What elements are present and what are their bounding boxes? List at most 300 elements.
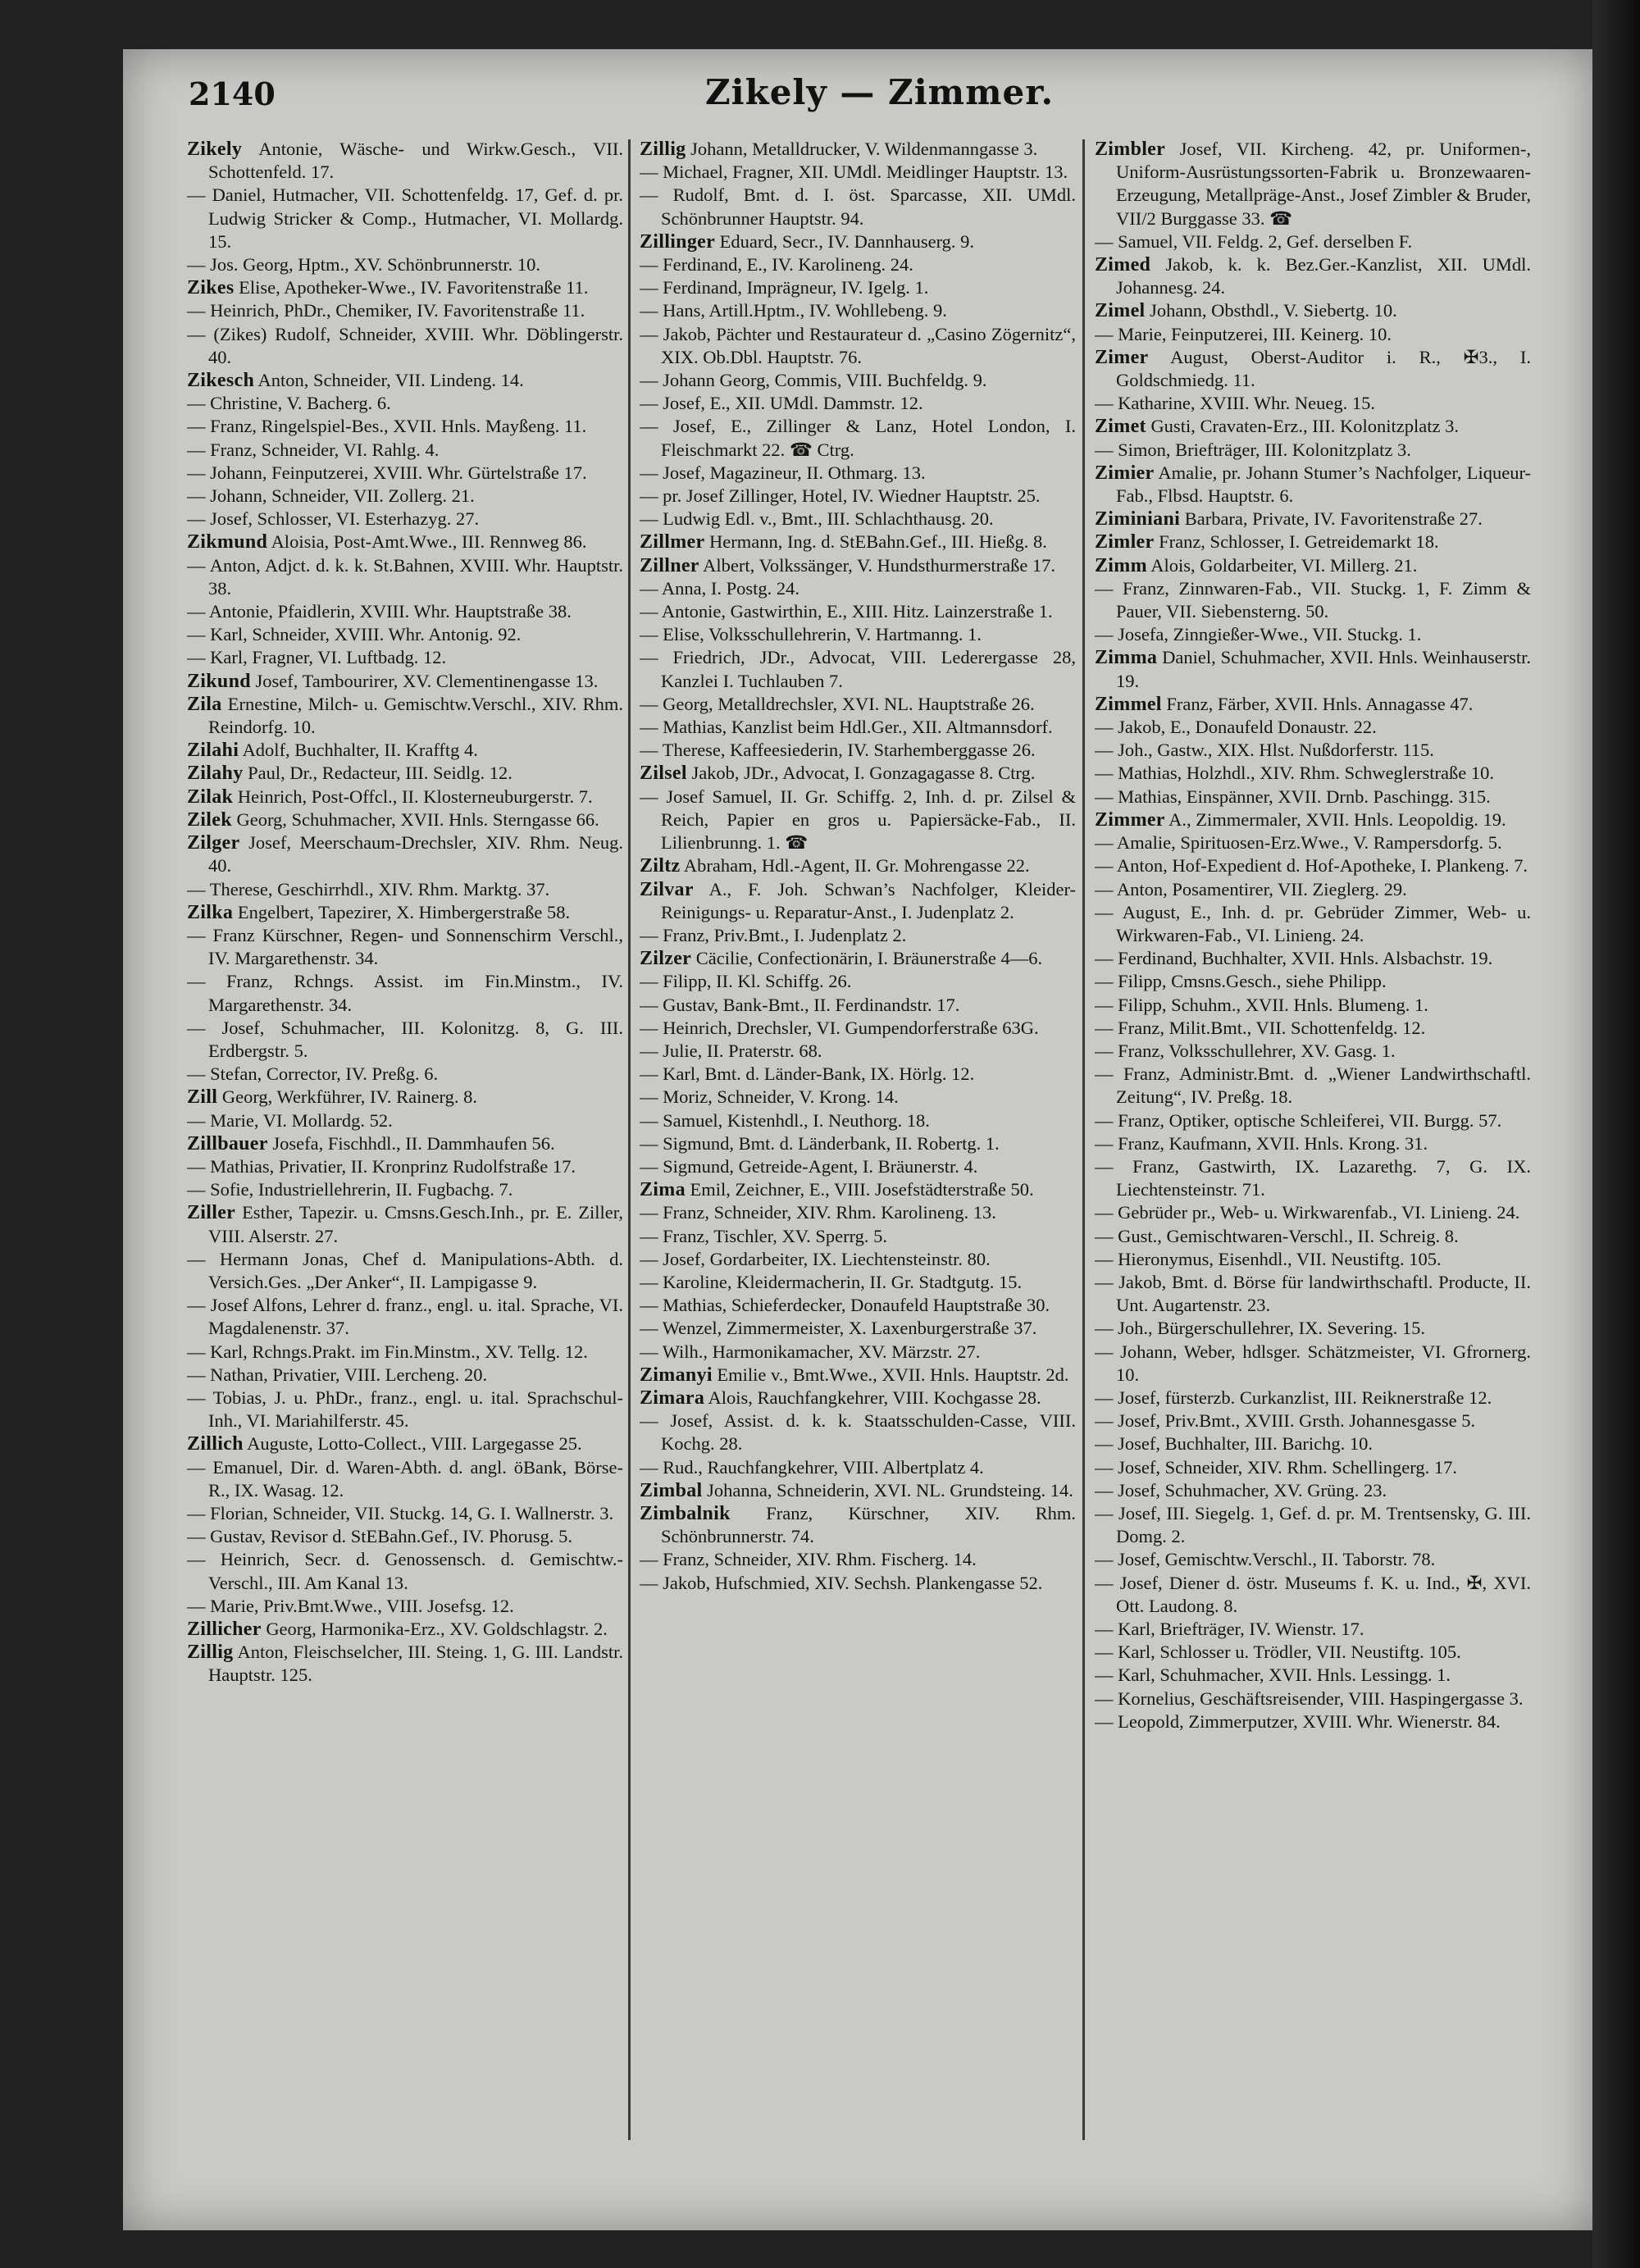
entry-text: — Franz, Optiker, optische Schleiferei, VII. Burgg. 57. [1095,1109,1502,1131]
directory-entry [187,670,623,693]
entry-text: — Sofie, Industriellehrerin, II. Fugbachg. 7. [187,1179,513,1200]
entry-text: Aloisia, Post-Amt.Wwe., III. Rennweg 86. [271,531,587,553]
entry-surname: Zilzer [640,948,692,970]
directory-entry [640,1109,1076,1132]
directory-entry [640,1341,1076,1364]
directory-entry [187,786,623,808]
directory-entry [1095,716,1531,739]
directory-entry [640,1410,1076,1455]
entry-text: — Ferdinand, E., IV. Karolineng. 24. [640,254,913,276]
entry-surname: Zillner [640,554,699,576]
directory-entry [1095,392,1531,415]
directory-entry [640,577,1076,600]
entry-text: — Josef, E., XII. UMdl. Dammstr. 12. [640,393,923,414]
entry-surname: Zila [187,693,222,715]
directory-entry [1095,831,1531,854]
entry-text: — Karoline, Kleidermacherin, II. Gr. Stadtgutg. 15. [640,1271,1023,1292]
directory-entry [640,1178,1076,1201]
entry-text: — Filipp, Cmsns.Gesch., siehe Philipp. [1095,971,1387,992]
entry-text: — Jakob, Pächter und Restaurateur d. „Casino Zögernitz“, XIX. Ob.Dbl. Hauptstr. 76. [640,323,1076,367]
directory-entry [640,531,1076,553]
directory-entry [187,1502,623,1525]
directory-entry [187,924,623,970]
directory-entry [640,970,1076,993]
entry-surname: Zilka [187,901,234,923]
entry-surname: Zimbler [1095,139,1166,160]
entry-text: Daniel, Schuhmacher, XVII. Hnls. Weinhauserstr. 19. [1116,647,1531,691]
entry-text: Josef, Meerschaum-Drechsler, XIV. Rhm. Neug. 40. [208,832,623,877]
entry-text: — Sigmund, Bmt. d. Länderbank, II. Robertg. 1. [640,1132,1000,1154]
directory-entry [640,485,1076,508]
entry-text: Georg, Harmonika-Erz., XV. Goldschlagstr. 2. [266,1619,608,1639]
directory-entry [640,994,1076,1017]
directory-entry [640,1155,1076,1178]
entry-surname: Zimm [1095,554,1147,576]
running-head: Zikely — Zimmer. [705,72,1055,112]
directory-entry [187,1641,623,1687]
entry-text: — Heinrich, PhDr., Chemiker, IV. Favoritenstraße 11. [187,300,585,321]
directory-entry [640,1248,1076,1271]
entry-text: — Heinrich, Secr. d. Genossensch. d. Gemischtw.-Verschl., III. Am Kanal 13. [187,1549,623,1593]
entry-surname: Zimier [1095,462,1155,484]
entry-text: — Karl, Briefträger, IV. Wienstr. 17. [1095,1619,1364,1639]
entry-text: Antonie, Wäsche- und Wirkw.Gesch., VII. Schottenfeld. 17. [208,139,623,183]
entry-text: — Wenzel, Zimmermeister, X. Laxenburgerstraße 37. [640,1318,1037,1339]
directory-entry [187,138,623,184]
directory-entry [1095,323,1531,346]
entry-text: — Gustav, Revisor d. StEBahn.Gef., IV. Phorusg. 5. [187,1526,572,1547]
directory-entry [640,323,1076,369]
entry-text: — Josef, Schuhmacher, III. Kolonitzg. 8, G. III. Erdbergstr. 5. [187,1017,623,1061]
entry-text: — Franz, Zinnwaren-Fab., VII. Stuckg. 1, F. Zimm & Pauer, VII. Siebensterng. 50. [1095,577,1531,622]
entry-surname: Zimanyi [640,1364,713,1386]
directory-column-1 [187,138,623,2163]
entry-surname: Zimler [1095,531,1155,553]
directory-entry [187,462,623,485]
directory-entry [640,693,1076,716]
entry-text: — Karl, Fragner, VI. Luftbadg. 12. [187,647,447,668]
entry-text: — Ferdinand, Buchhalter, XVII. Hnls. Alsbachstr. 19. [1095,948,1493,969]
directory-entry [187,1525,623,1548]
entry-text: — Moriz, Schneider, V. Krong. 14. [640,1086,899,1108]
directory-entry [187,1294,623,1340]
entry-text: — Wilh., Harmonikamacher, XV. Märzstr. 27. [640,1341,981,1362]
entry-text: — Anton, Adjct. d. k. k. St.Bahnen, XVIII. Whr. Hauptstr. 38. [187,554,623,599]
entry-surname: Zikmund [187,531,268,553]
entry-text: — Mathias, Schieferdecker, Donaufeld Hauptstraße 30. [640,1295,1050,1316]
directory-entry [187,554,623,600]
directory-entry [187,1548,623,1594]
entry-text: Franz, Kürschner, XIV. Rhm. Schönbrunnerstr. 74. [661,1502,1076,1547]
entry-text: — Rudolf, Bmt. d. I. öst. Sparcasse, XII. UMdl. Schönbrunner Hauptstr. 94. [640,184,1076,229]
directory-entry [187,1178,623,1201]
entry-text: — Samuel, VII. Feldg. 2, Gef. derselben F. [1095,230,1413,252]
entry-text: — Joh., Bürgerschullehrer, IX. Severing. 15. [1095,1318,1425,1339]
directory-entry [1095,1432,1531,1455]
directory-entry [1095,1201,1531,1224]
directory-entry [1095,693,1531,716]
directory-entry [187,392,623,415]
entry-text: — Amalie, Spirituosen-Erz.Wwe., V. Rampersdorfg. 5. [1095,832,1502,854]
entry-text: — Johann, Schneider, VII. Zollerg. 21. [187,485,475,507]
directory-entry [187,1595,623,1618]
entry-surname: Zilger [187,832,240,854]
entry-text: — Johann Georg, Commis, VIII. Buchfeldg. 9. [640,370,987,391]
directory-entry [640,508,1076,531]
entry-text: Heinrich, Post-Offcl., II. Klosterneuburgerstr. 7. [237,786,593,807]
directory-entry [187,1086,623,1109]
directory-entry [1095,808,1531,831]
entry-surname: Zillich [187,1433,244,1455]
entry-text: Alois, Goldarbeiter, VI. Millerg. 21. [1150,554,1418,576]
entry-text: — Therese, Kaffeesiederin, IV. Starhemberggasse 26. [640,740,1036,761]
directory-entry [640,1502,1076,1548]
directory-entry [1095,762,1531,785]
entry-text: — Franz, Schneider, XIV. Rhm. Fischerg. 14. [640,1549,977,1570]
entry-surname: Ziltz [640,855,681,877]
entry-text: — Hieronymus, Eisenhdl., VII. Neustiftg. 105. [1095,1248,1442,1269]
directory-entry [1095,1479,1531,1502]
entry-text: — Josef, Gemischtw.Verschl., II. Taborstr. 78. [1095,1549,1436,1570]
entry-text: — Josefa, Zinngießer-Wwe., VII. Stuckg. 1. [1095,624,1422,645]
directory-entry [1095,994,1531,1017]
entry-text: — Franz, Administr.Bmt. d. „Wiener Landwirthschaftl. Zeitung“, IV. Preßg. 18. [1095,1063,1531,1108]
directory-entry [1095,1502,1531,1548]
entry-surname: Zillinger [640,230,716,253]
entry-text: — Hermann Jonas, Chef d. Manipulations-Abth. d. Versich.Ges. „Der Anker“, II. Lampigasse 9. [187,1248,623,1292]
directory-entry [640,369,1076,392]
entry-text: — Sigmund, Getreide-Agent, I. Bräunerstr. 4. [640,1155,978,1177]
entry-text: — Elise, Volksschullehrerin, V. Hartmanng. 1. [640,624,982,645]
directory-entry [640,554,1076,577]
directory-entry [187,485,623,508]
directory-entry [640,716,1076,739]
entry-text: — Karl, Schuhmacher, XVII. Hnls. Lessingg. 1. [1095,1665,1451,1686]
entry-text: — Josef, Schneider, XIV. Rhm. Schellingerg. 17. [1095,1456,1457,1478]
entry-text: Auguste, Lotto-Collect., VIII. Largegasse 25. [247,1433,582,1455]
entry-text: — Daniel, Hutmacher, VII. Schottenfeldg. 17, Gef. d. pr. Ludwig Stricker & Comp., Hutmacher, VI. Mollardg. 15. [187,184,623,252]
directory-entry [187,1017,623,1063]
entry-text: — Joh., Gastw., XIX. Hlst. Nußdorferstr. 115. [1095,740,1434,761]
directory-entry [187,415,623,438]
entry-text: Georg, Werkführer, IV. Rainerg. 8. [221,1086,478,1108]
directory-entry [1095,646,1531,692]
entry-surname: Zimbal [640,1479,703,1501]
entry-text: — Michael, Fragner, XII. UMdl. Meidlinger Hauptstr. 13. [640,162,1068,183]
directory-entry [1095,1317,1531,1340]
entry-text: A., Zimmermaler, XVII. Hnls. Leopoldig. 19. [1168,808,1506,830]
entry-text: Barbara, Private, IV. Favoritenstraße 27. [1184,508,1483,530]
directory-entry [187,693,623,739]
directory-column-3 [1095,138,1531,2163]
directory-entry [1095,623,1531,646]
directory-entry [1095,415,1531,438]
entry-surname: Zima [640,1179,686,1201]
directory-entry [640,161,1076,184]
entry-surname: Zimed [1095,254,1151,276]
entry-text: — Mathias, Privatier, II. Kronprinz Rudolfstraße 17. [187,1155,576,1177]
entry-text: — Mathias, Einspänner, XVII. Drnb. Paschingg. 315. [1095,786,1491,807]
directory-entry [1095,346,1531,392]
column-divider [1082,139,1085,2140]
entry-text: — Gebrüder pr., Web- u. Wirkwarenfab., VI. Linieng. 24. [1095,1202,1520,1223]
entry-text: — Franz, Milit.Bmt., VII. Schottenfeldg. 12. [1095,1017,1426,1038]
entry-text: Johann, Metalldrucker, V. Wildenmanngasse 3. [690,139,1038,159]
directory-entry [187,970,623,1016]
entry-text: Jakob, k. k. Bez.Ger.-Kanzlist, XII. UMdl. Johannesg. 24. [1116,254,1531,298]
entry-surname: Zillbauer [187,1132,268,1154]
directory-entry [1095,531,1531,553]
entry-text: Elise, Apotheker-Wwe., IV. Favoritenstraße 11. [239,277,589,298]
entry-text: — Mathias, Holzhdl., XIV. Rhm. Schweglerstraße 10. [1095,763,1495,784]
entry-surname: Zilsel [640,763,687,785]
entry-surname: Zillig [187,1642,234,1664]
directory-entry [640,646,1076,692]
entry-text: — Tobias, J. u. PhDr., franz., engl. u. ital. Sprachschul-Inh., VI. Mariahilferstr. 45. [187,1387,623,1432]
entry-surname: Zimet [1095,416,1146,438]
directory-entry [640,1548,1076,1571]
entry-text: — Katharine, XVIII. Whr. Neueg. 15. [1095,393,1375,414]
entry-text: Hermann, Ing. d. StEBahn.Gef., III. Hießg. 8. [709,531,1047,553]
entry-text: — Franz, Tischler, XV. Sperrg. 5. [640,1225,888,1246]
directory-entry [187,646,623,669]
directory-entry [640,1040,1076,1063]
directory-entry [187,808,623,831]
directory-entry [640,1086,1076,1109]
entry-text: — Franz, Priv.Bmt., I. Judenplatz 2. [640,924,907,945]
entry-text: — Anton, Hof-Expedient d. Hof-Apotheke, I. Plankeng. 7. [1095,855,1528,877]
entry-surname: Zikely [187,139,243,160]
entry-text: — Karl, Rchngs.Prakt. im Fin.Minstm., XV. Tellg. 12. [187,1341,588,1362]
entry-text: Gusti, Cravaten-Erz., III. Kolonitzplatz 3. [1150,416,1459,437]
entry-text: — Jakob, E., Donaufeld Donaustr. 22. [1095,717,1377,738]
directory-entry [640,253,1076,276]
entry-surname: Zimma [1095,647,1158,669]
entry-text: — Florian, Schneider, VII. Stuckg. 14, G. I. Wallnerstr. 3. [187,1502,614,1523]
entry-text: — Jos. Georg, Hptm., XV. Schönbrunnerstr. 10. [187,254,541,276]
directory-entry [1095,1618,1531,1641]
entry-surname: Zilvar [640,878,694,900]
directory-entry [187,276,623,299]
entry-text: — Franz, Kaufmann, XVII. Hnls. Krong. 31. [1095,1132,1428,1154]
directory-entry [1095,1572,1531,1618]
directory-entry [1095,439,1531,462]
entry-text: Johanna, Schneiderin, XVI. NL. Grundsteing. 14. [707,1479,1073,1501]
directory-entry [1095,1225,1531,1248]
entry-surname: Ziminiani [1095,508,1181,531]
directory-entry [1095,577,1531,623]
entry-text: A., F. Joh. Schwan’s Nachfolger, Kleider-Reinigungs- u. Reparatur-Anst., I. Judenplatz 2. [661,878,1076,922]
entry-text: Emil, Zeichner, E., VIII. Josefstädterstraße 50. [690,1179,1034,1200]
entry-text: Georg, Schuhmacher, XVII. Hnls. Sterngasse 66. [236,808,599,830]
entry-text: Anton, Fleischselcher, III. Steing. 1, G. III. Landstr. Hauptstr. 125. [208,1642,623,1686]
entry-text: — Rud., Rauchfangkehrer, VIII. Albertplatz 4. [640,1456,984,1478]
entry-text: — Josef, Gordarbeiter, IX. Liechtensteinstr. 80. [640,1248,991,1269]
directory-entry [640,739,1076,762]
directory-entry [187,1063,623,1086]
entry-surname: Zilahy [187,763,244,785]
entry-text: Eduard, Secr., IV. Dannhauserg. 9. [719,230,975,252]
page-number: 2140 [189,75,276,112]
entry-text: — Samuel, Kistenhdl., I. Neuthorg. 18. [640,1109,930,1131]
directory-entry [187,1341,623,1364]
directory-entry [1095,508,1531,531]
directory-entry [1095,739,1531,762]
directory-entry [1095,786,1531,808]
directory-entry [1095,554,1531,577]
directory-entry [1095,1063,1531,1109]
entry-text: — Franz, Gastwirth, IX. Lazarethg. 7, G. IX. Liechtensteinstr. 71. [1095,1155,1531,1200]
entry-text: Josef, Tambourirer, XV. Clementinengasse 13. [255,670,599,691]
directory-entry [1095,1548,1531,1571]
entry-text: — Antonie, Gastwirthin, E., XIII. Hitz. Lainzerstraße 1. [640,601,1053,622]
entry-text: — Christine, V. Bacherg. 6. [187,393,391,414]
directory-entry [187,508,623,531]
directory-entry [640,138,1076,161]
entry-text: — Josef Samuel, II. Gr. Schiffg. 2, Inh. d. pr. Zilsel & Reich, Papier en gros u. Papiersäcke-Fab., II. Lilienbrunng. 1. ☎ [640,786,1076,854]
entry-text: Albert, Volkssänger, V. Hundsthurmerstraße 17. [703,554,1056,576]
directory-entry [640,854,1076,877]
entry-text: Esther, Tapezir. u. Cmsns.Gesch.Inh., pr. E. Ziller, VIII. Alserstr. 27. [208,1202,623,1246]
entry-surname: Zillicher [187,1619,262,1640]
directory-entry [187,299,623,322]
entry-text: — Josef, Schuhmacher, XV. Grüng. 23. [1095,1479,1387,1501]
directory-entry [187,901,623,924]
entry-surname: Zimmer [1095,808,1165,831]
directory-entry [187,1618,623,1641]
directory-entry [187,1201,623,1247]
directory-entry [640,415,1076,461]
directory-entry [640,184,1076,230]
directory-entry [187,600,623,623]
directory-entry [187,1132,623,1155]
entry-surname: Zikes [187,277,235,299]
entry-text: — Friedrich, JDr., Advocat, VIII. Lederergasse 28, Kanzlei I. Tuchlauben 7. [640,647,1076,691]
entry-text: — Franz, Ringelspiel-Bes., XVII. Hnls. Mayßeng. 11. [187,416,587,437]
directory-entry [640,623,1076,646]
entry-text: — Georg, Metalldrechsler, XVI. NL. Hauptstraße 26. [640,693,1035,714]
entry-text: Franz, Schlosser, I. Getreidemarkt 18. [1159,531,1439,553]
entry-text: Jakob, JDr., Advocat, I. Gonzagagasse 8. Ctrg. [691,763,1036,784]
entry-surname: Ziller [187,1202,236,1224]
entry-text: — Mathias, Kanzlist beim Hdl.Ger., XII. Altmannsdorf. [640,717,1053,738]
entry-text: — August, E., Inh. d. pr. Gebrüder Zimmer, Web- u. Wirkwaren-Fab., VI. Linieng. 24. [1095,901,1531,945]
directory-entry [187,1248,623,1294]
entry-text: — Josef, III. Siegelg. 1, Gef. d. pr. M. Trentsensky, G. III. Domg. 2. [1095,1502,1531,1547]
entry-text: Paul, Dr., Redacteur, III. Seidlg. 12. [248,763,512,784]
directory-entry [1095,1155,1531,1201]
directory-entry [640,600,1076,623]
directory-entry [640,1456,1076,1479]
entry-text: — Karl, Bmt. d. Länder-Bank, IX. Hörlg. 12. [640,1063,975,1085]
directory-entry [187,831,623,877]
entry-text: — Marie, Priv.Bmt.Wwe., VIII. Josefsg. 12. [187,1595,514,1616]
entry-text: Alois, Rauchfangkehrer, VIII. Kochgasse 28. [708,1387,1041,1408]
directory-entry [1095,970,1531,993]
directory-column-2 [640,138,1076,2163]
entry-text: — Stefan, Corrector, IV. Preßg. 6. [187,1063,439,1085]
directory-entry [1095,878,1531,901]
column-divider [628,139,631,2140]
entry-surname: Zimmel [1095,693,1162,715]
entry-text: — Julie, II. Praterstr. 68. [640,1040,822,1061]
entry-text: — Franz, Schneider, XIV. Rhm. Karolineng. 13. [640,1202,996,1223]
entry-text: — Anton, Posamentirer, VII. Zieglerg. 29. [1095,878,1407,899]
entry-text: — Josef, Buchhalter, III. Barichg. 10. [1095,1433,1374,1455]
directory-entry [1095,1710,1531,1733]
directory-entry [1095,947,1531,970]
entry-text: — Jakob, Hufschmied, XIV. Sechsh. Plankengasse 52. [640,1572,1043,1593]
directory-entry [1095,1271,1531,1317]
entry-surname: Zilek [187,808,232,831]
entry-text: Ernestine, Milch- u. Gemischtw.Verschl., XIV. Rhm. Reindorfg. 10. [208,693,623,738]
directory-entry [640,947,1076,970]
directory-entry [1095,1248,1531,1271]
directory-entry [187,439,623,462]
entry-text: — Johann, Feinputzerei, XVIII. Whr. Gürtelstraße 17. [187,462,587,483]
entry-text: — Karl, Schlosser u. Trödler, VII. Neustiftg. 105. [1095,1642,1461,1663]
entry-text: — Kornelius, Geschäftsreisender, VIII. Haspingergasse 3. [1095,1687,1524,1709]
entry-surname: Zillig [640,139,686,160]
entry-text: — Anna, I. Postg. 24. [640,577,800,599]
entry-text: — Gustav, Bank-Bmt., II. Ferdinandstr. 17. [640,994,960,1015]
directory-entry [1095,1641,1531,1664]
entry-text: — Emanuel, Dir. d. Waren-Abth. d. angl. öBank, Börse-R., IX. Wasag. 12. [187,1456,623,1501]
entry-text: — Johann, Weber, hdlsger. Schätzmeister, VI. Gfrornerg. 10. [1095,1341,1531,1385]
page-header [189,72,1517,133]
entry-text: — (Zikes) Rudolf, Schneider, XVIII. Whr. Döblingerstr. 40. [187,323,623,367]
entry-text: — Josef Alfons, Lehrer d. franz., engl. u. ital. Sprache, VI. Magdalenenstr. 37. [187,1295,623,1339]
directory-entry [1095,1687,1531,1710]
directory-entry [640,1479,1076,1502]
directory-entry [640,1063,1076,1086]
entry-text: — Josef, Priv.Bmt., XVIII. Grsth. Johannesgasse 5. [1095,1410,1476,1432]
directory-entry [187,1456,623,1502]
directory-entry [640,1317,1076,1340]
entry-text: — Nathan, Privatier, VIII. Lercheng. 20. [187,1364,488,1385]
directory-entry [640,1132,1076,1155]
directory-entry [187,184,623,253]
book-gutter [1592,0,1640,2268]
entry-surname: Zimer [1095,346,1149,368]
directory-entry [187,1364,623,1387]
entry-surname: Zimara [640,1387,705,1409]
directory-entry [187,253,623,276]
entry-text: — Gust., Gemischtwaren-Verschl., II. Schreig. 8. [1095,1225,1459,1246]
entry-text: — Josef, Assist. d. k. k. Staatsschulden-Casse, VIII. Kochg. 28. [640,1410,1076,1455]
entry-text: — Filipp, II. Kl. Schiffg. 26. [640,971,852,992]
directory-entry [1095,1456,1531,1479]
entry-text: — Ferdinand, Imprägneur, IV. Igelg. 1. [640,277,929,298]
directory-entry [187,369,623,392]
directory-entry [640,1017,1076,1040]
directory-entry [187,1387,623,1432]
entry-text: — Jakob, Bmt. d. Börse für landwirthschaftl. Producte, II. Unt. Augartenstr. 23. [1095,1271,1531,1316]
directory-entry [1095,1410,1531,1432]
directory-entry [187,878,623,901]
entry-text: Engelbert, Tapezirer, X. Himbergerstraße 58. [237,901,571,922]
entry-text: — Antonie, Pfaidlerin, XVIII. Whr. Hauptstraße 38. [187,601,572,622]
entry-surname: Zilak [187,786,234,808]
entry-text: — Franz, Schneider, VI. Rahlg. 4. [187,439,440,460]
directory-entry [1095,253,1531,299]
entry-text: — Franz, Volksschullehrer, XV. Gasg. 1. [1095,1040,1396,1061]
directory-entry [187,623,623,646]
directory-entry [640,786,1076,855]
entry-surname: Zimbalnik [640,1502,731,1524]
directory-entry [640,1387,1076,1410]
entry-text: Cäcilie, Confectionärin, I. Bräunerstraße 4—6. [695,948,1043,969]
